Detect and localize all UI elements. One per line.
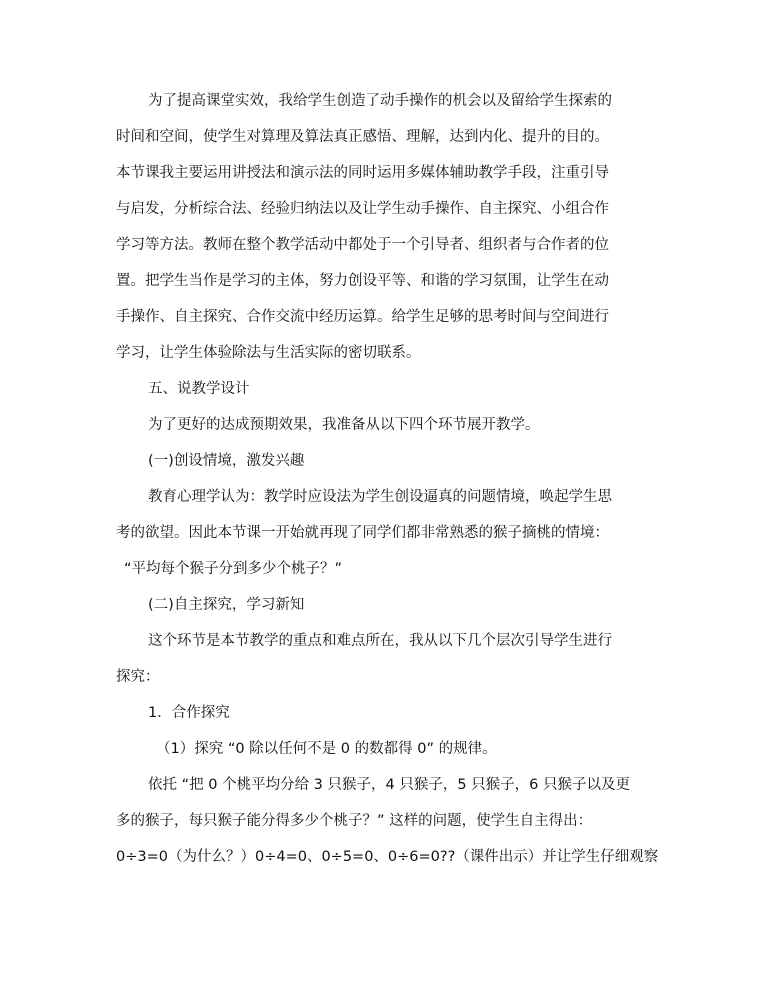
paragraph-line: 学习等方法。教师在整个教学活动中都处于一个引导者、组织者与合作者的位 bbox=[116, 237, 609, 253]
list-heading: 1．合作探究 bbox=[148, 705, 230, 721]
list-item: （1）探究 “0 除以任何不是 0 的数都得 0” 的规律。 bbox=[156, 741, 497, 757]
paragraph-line: 探究： bbox=[116, 669, 160, 685]
paragraph-line: 为了提高课堂实效，我给学生创造了动手操作的机会以及留给学生探索的 bbox=[148, 93, 612, 109]
paragraph-line: 依托 “把 0 个桃平均分给 3 只猴子，4 只猴子，5 只猴子，6 只猴子以及更 bbox=[148, 777, 631, 793]
section-heading: 五、说教学设计 bbox=[148, 381, 250, 397]
paragraph-line: 学习，让学生体验除法与生活实际的密切联系。 bbox=[116, 345, 421, 361]
subsection-heading: (一)创设情境，激发兴趣 bbox=[148, 453, 305, 469]
paragraph-line: 本节课我主要运用讲授法和演示法的同时运用多媒体辅助教学手段，注重引导 bbox=[116, 165, 609, 181]
quote-line: “平均每个猴子分到多少个桃子？” bbox=[124, 561, 343, 577]
paragraph-line: 考的欲望。因此本节课一开始就再现了同学们都非常熟悉的猴子摘桃的情境： bbox=[116, 525, 609, 541]
paragraph-line: 时间和空间，使学生对算理及算法真正感悟、理解，达到内化、提升的目的。 bbox=[116, 129, 609, 145]
paragraph-line: 与启发，分析综合法、经验归纳法以及让学生动手操作、自主探究、小组合作 bbox=[116, 201, 609, 217]
paragraph-line: 多的猴子，每只猴子能分得多少个桃子？” 这样的问题，使学生自主得出： bbox=[116, 813, 593, 829]
paragraph-line: 教育心理学认为：教学时应设法为学生创设逼真的问题情境，唤起学生思 bbox=[148, 489, 612, 505]
paragraph-line: 置。把学生当作是学习的主体，努力创设平等、和谐的学习氛围，让学生在动 bbox=[116, 273, 609, 289]
paragraph-line: 手操作、自主探究、合作交流中经历运算。给学生足够的思考时间与空间进行 bbox=[116, 309, 609, 325]
paragraph-line: 0÷3=0（为什么？）0÷4=0、0÷5=0、0÷6=0??（课件出示）并让学生仔细观察 bbox=[116, 849, 659, 865]
subsection-heading: (二)自主探究，学习新知 bbox=[148, 597, 305, 613]
paragraph-line: 这个环节是本节教学的重点和难点所在，我从以下几个层次引导学生进行 bbox=[148, 633, 612, 649]
paragraph-line: 为了更好的达成预期效果，我准备从以下四个环节展开教学。 bbox=[148, 417, 540, 433]
